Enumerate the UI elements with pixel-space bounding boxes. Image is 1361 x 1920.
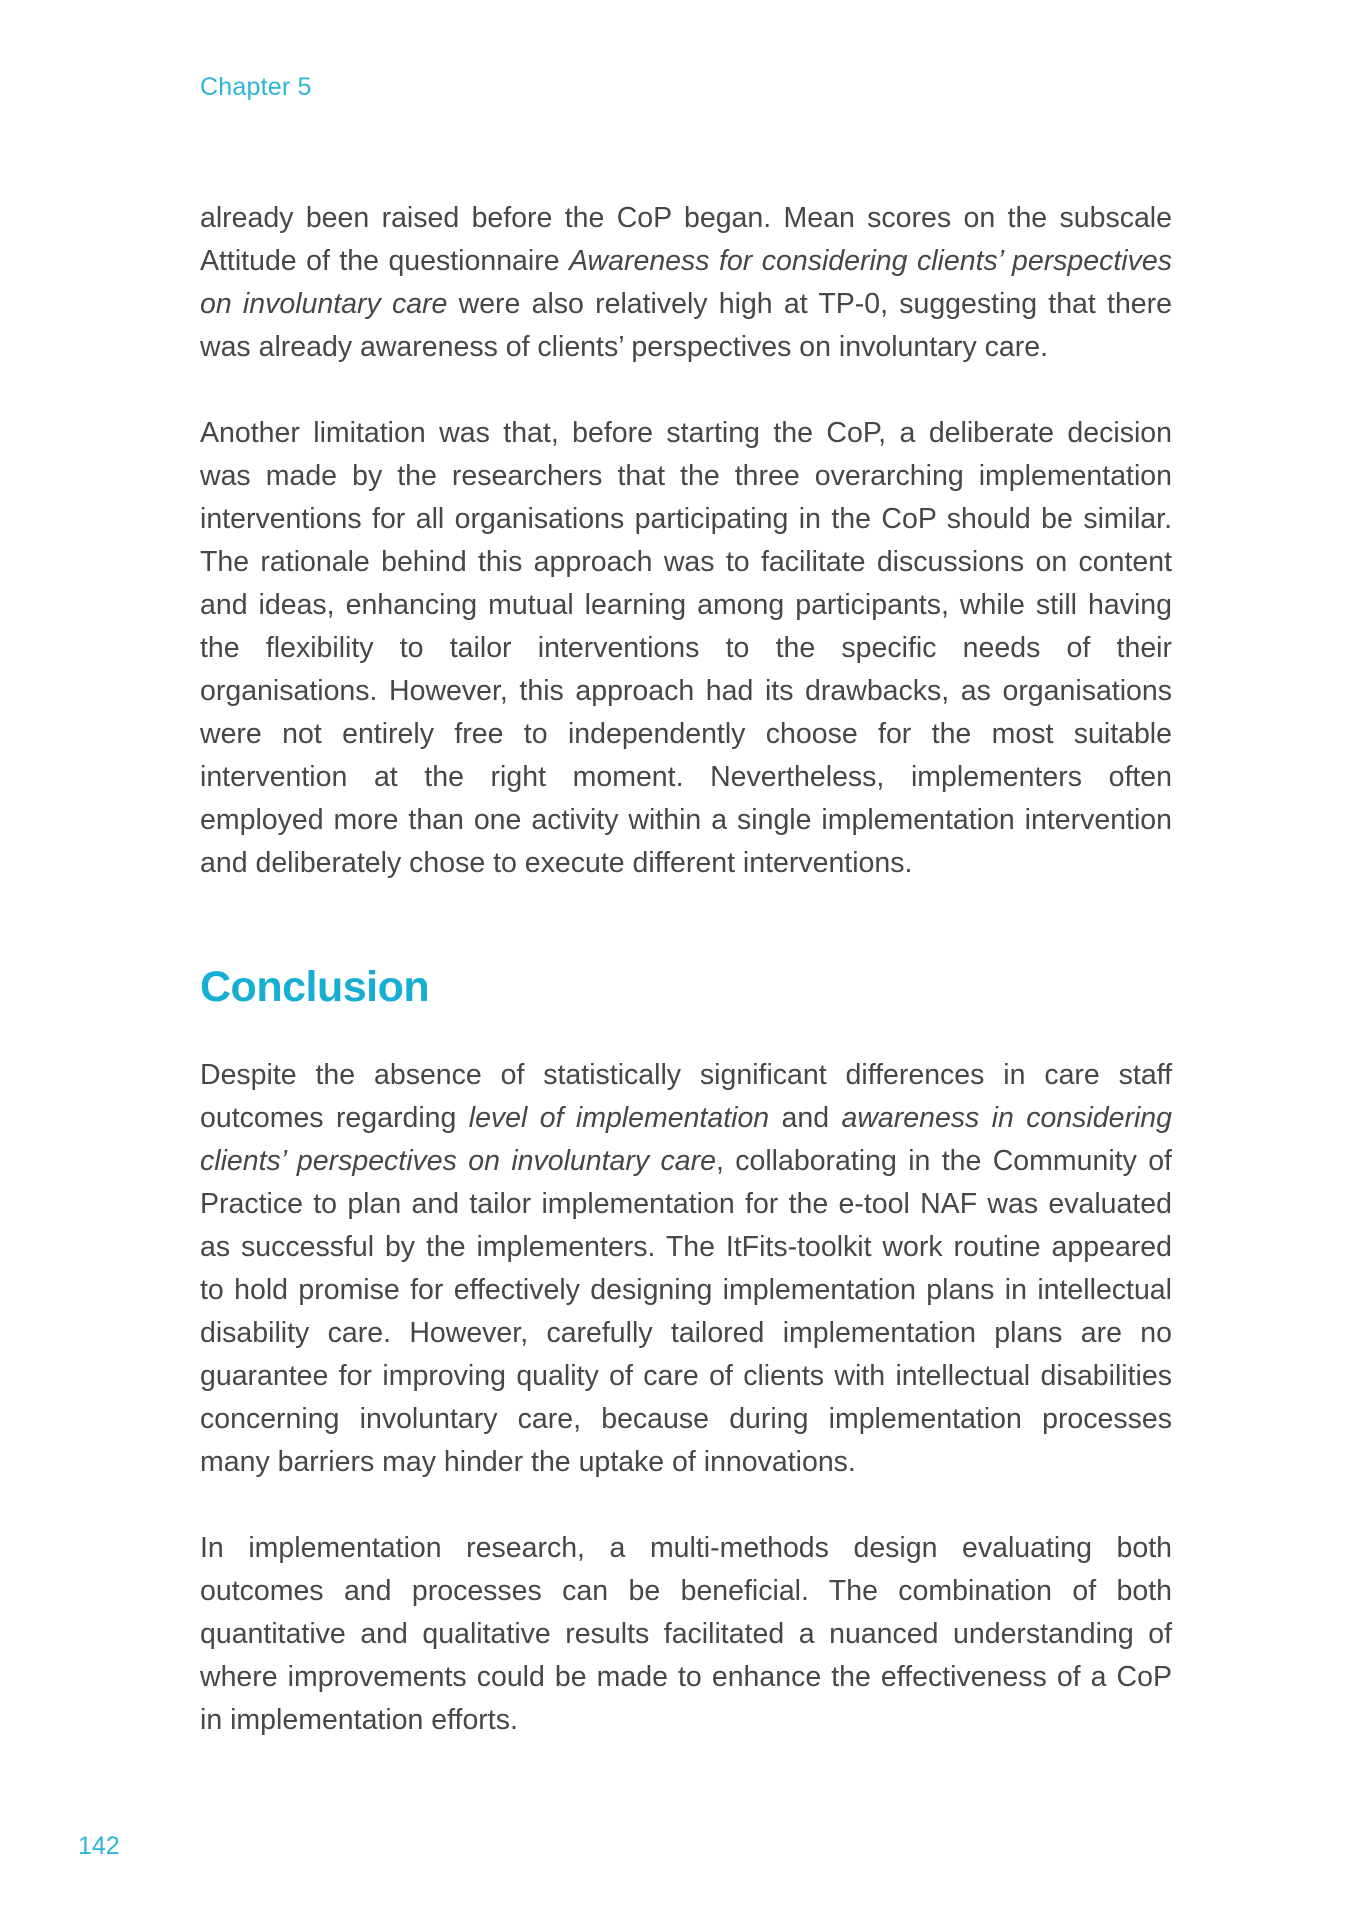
text-span: were also relatively high at TP-0, suggesting that there was already awareness of clients’ perspectives on involuntary care. bbox=[200, 288, 1172, 363]
questionnaire-title: Awareness for considering clients’ perspectives on involuntary care bbox=[200, 245, 1172, 320]
page-number: 142 bbox=[78, 1832, 120, 1860]
section-heading-conclusion: Conclusion bbox=[200, 963, 430, 1011]
text-span: and bbox=[769, 1102, 842, 1134]
paragraph-conclusion-outcomes bbox=[200, 1054, 1172, 1484]
section-spacer bbox=[200, 1011, 1172, 1054]
text-span: Despite the absence of statistically significant differences in care staff outcomes regarding bbox=[200, 1059, 1172, 1134]
outcome-term: awareness in considering clients’ perspectives on involuntary care bbox=[200, 1102, 1172, 1177]
section-spacer bbox=[200, 885, 1172, 963]
running-head: Chapter 5 bbox=[200, 73, 312, 101]
page-content bbox=[200, 197, 1172, 1742]
paragraph-conclusion-methods: In implementation research, a multi-methods design evaluating both outcomes and processes can be beneficial. The combination of both quantitative and qualitative results facilitated a nuanced understanding of where improvements could be made to enhance the effectiveness of a CoP in implementation efforts. bbox=[200, 1532, 1172, 1736]
text-span: already been raised before the CoP began. Mean scores on the subscale Attitude of the questionnaire bbox=[200, 202, 1172, 277]
paragraph-limitations-attitude bbox=[200, 197, 1172, 369]
outcome-term: level of implementation bbox=[468, 1102, 770, 1134]
text-span: , collaborating in the Community of Practice to plan and tailor implementation for the e-tool NAF was evaluated as successful by the implementers. The ItFits-toolkit work routine appeared to hold promise for effectively designing implementation plans in intellectual disability care. However, carefully tailored implementation plans are no guarantee for improving quality of care of clients with intellectual disabilities concerning involuntary care, because during implementation processes many barriers may hinder the uptake of innovations. bbox=[200, 1145, 1172, 1478]
paragraph-limitations-interventions: Another limitation was that, before starting the CoP, a deliberate decision was made by the researchers that the three overarching implementation interventions for all organisations participating in the CoP should be similar. The rationale behind this approach was to facilitate discussions on content and ideas, enhancing mutual learning among participants, while still having the flexibility to tailor interventions to the specific needs of their organisations. However, this approach had its drawbacks, as organisations were not entirely free to independently choose for the most suitable intervention at the right moment. Nevertheless, implementers often employed more than one activity within a single implementation intervention and deliberately chose to execute different interventions. bbox=[200, 417, 1172, 879]
